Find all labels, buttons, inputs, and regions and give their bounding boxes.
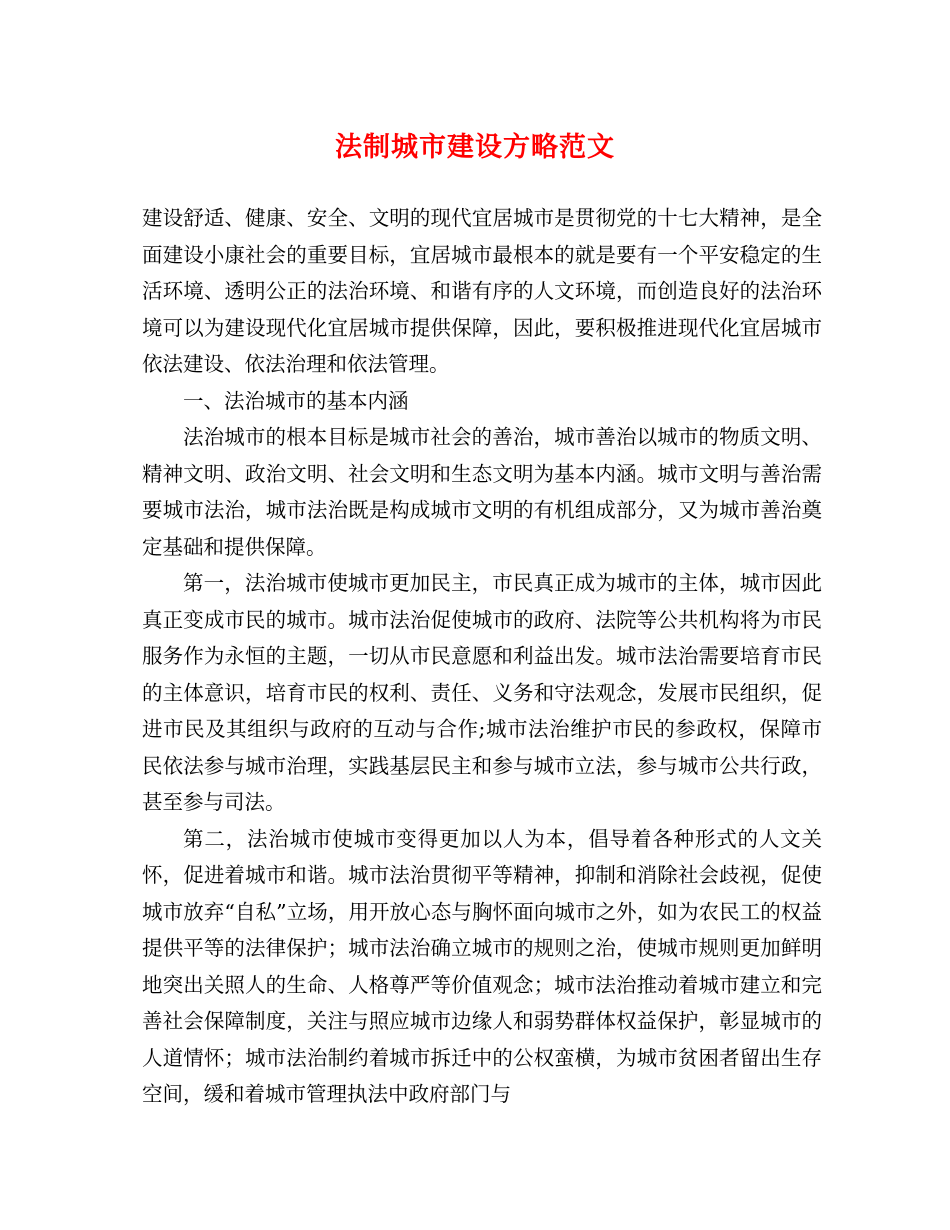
document-body [142, 200, 822, 1113]
intro-paragraph: 建设舒适、健康、安全、文明的现代宜居城市是贯彻党的十七大精神，是全面建设小康社会的重要目标，宜居城市最根本的就是要有一个平安稳定的生活环境、透明公正的法治环境、和谐有序的人文环境，而创造良好的法治环境可以为建设现代化宜居城市提供保障，因此，要积极推进现代化宜居城市依法建设、依法治理和依法管理。 [142, 206, 822, 376]
body-paragraph: 第二，法治城市使城市变得更加以人为本，倡导着各种形式的人文关怀，促进着城市和谐。城市法治贯彻平等精神，抑制和消除社会歧视，促使城市放弃“自私”立场，用开放心态与胸怀面向城市之外，如为农民工的权益提供平等的法律保护；城市法治确立城市的规则之治，使城市规则更加鲜明地突出关照人的生命、人格尊严等价值观念；城市法治推动着城市建立和完善社会保障制度，关注与照应城市边缘人和弱势群体权益保护，彰显城市的人道情怀；城市法治制约着城市拆迁中的公权蛮横，为城市贫困者留出生存空间，缓和着城市管理执法中政府部门与 [142, 826, 822, 1106]
document-title: 法制城市建设方略范文 [335, 132, 615, 163]
section-heading: 一、法治城市的基本内涵 [183, 388, 409, 413]
body-paragraph: 法治城市的根本目标是城市社会的善治，城市善治以城市的物质文明、精神文明、政治文明、社会文明和生态文明为基本内涵。城市文明与善治需要城市法治，城市法治既是构成城市文明的有机组成部分，又为城市善治奠定基础和提供保障。 [142, 425, 822, 559]
body-paragraph: 第一，法治城市使城市更加民主，市民真正成为城市的主体，城市因此真正变成市民的城市。城市法治促使城市的政府、法院等公共机构将为市民服务作为永恒的主题，一切从市民意愿和利益出发。城市法治需要培育市民的主体意识，培育市民的权利、责任、义务和守法观念，发展市民组织，促进市民及其组织与政府的互动与合作;城市法治维护市民的参政权，保障市民依法参与城市治理，实践基层民主和参与城市立法，参与城市公共行政，甚至参与司法。 [142, 571, 822, 814]
